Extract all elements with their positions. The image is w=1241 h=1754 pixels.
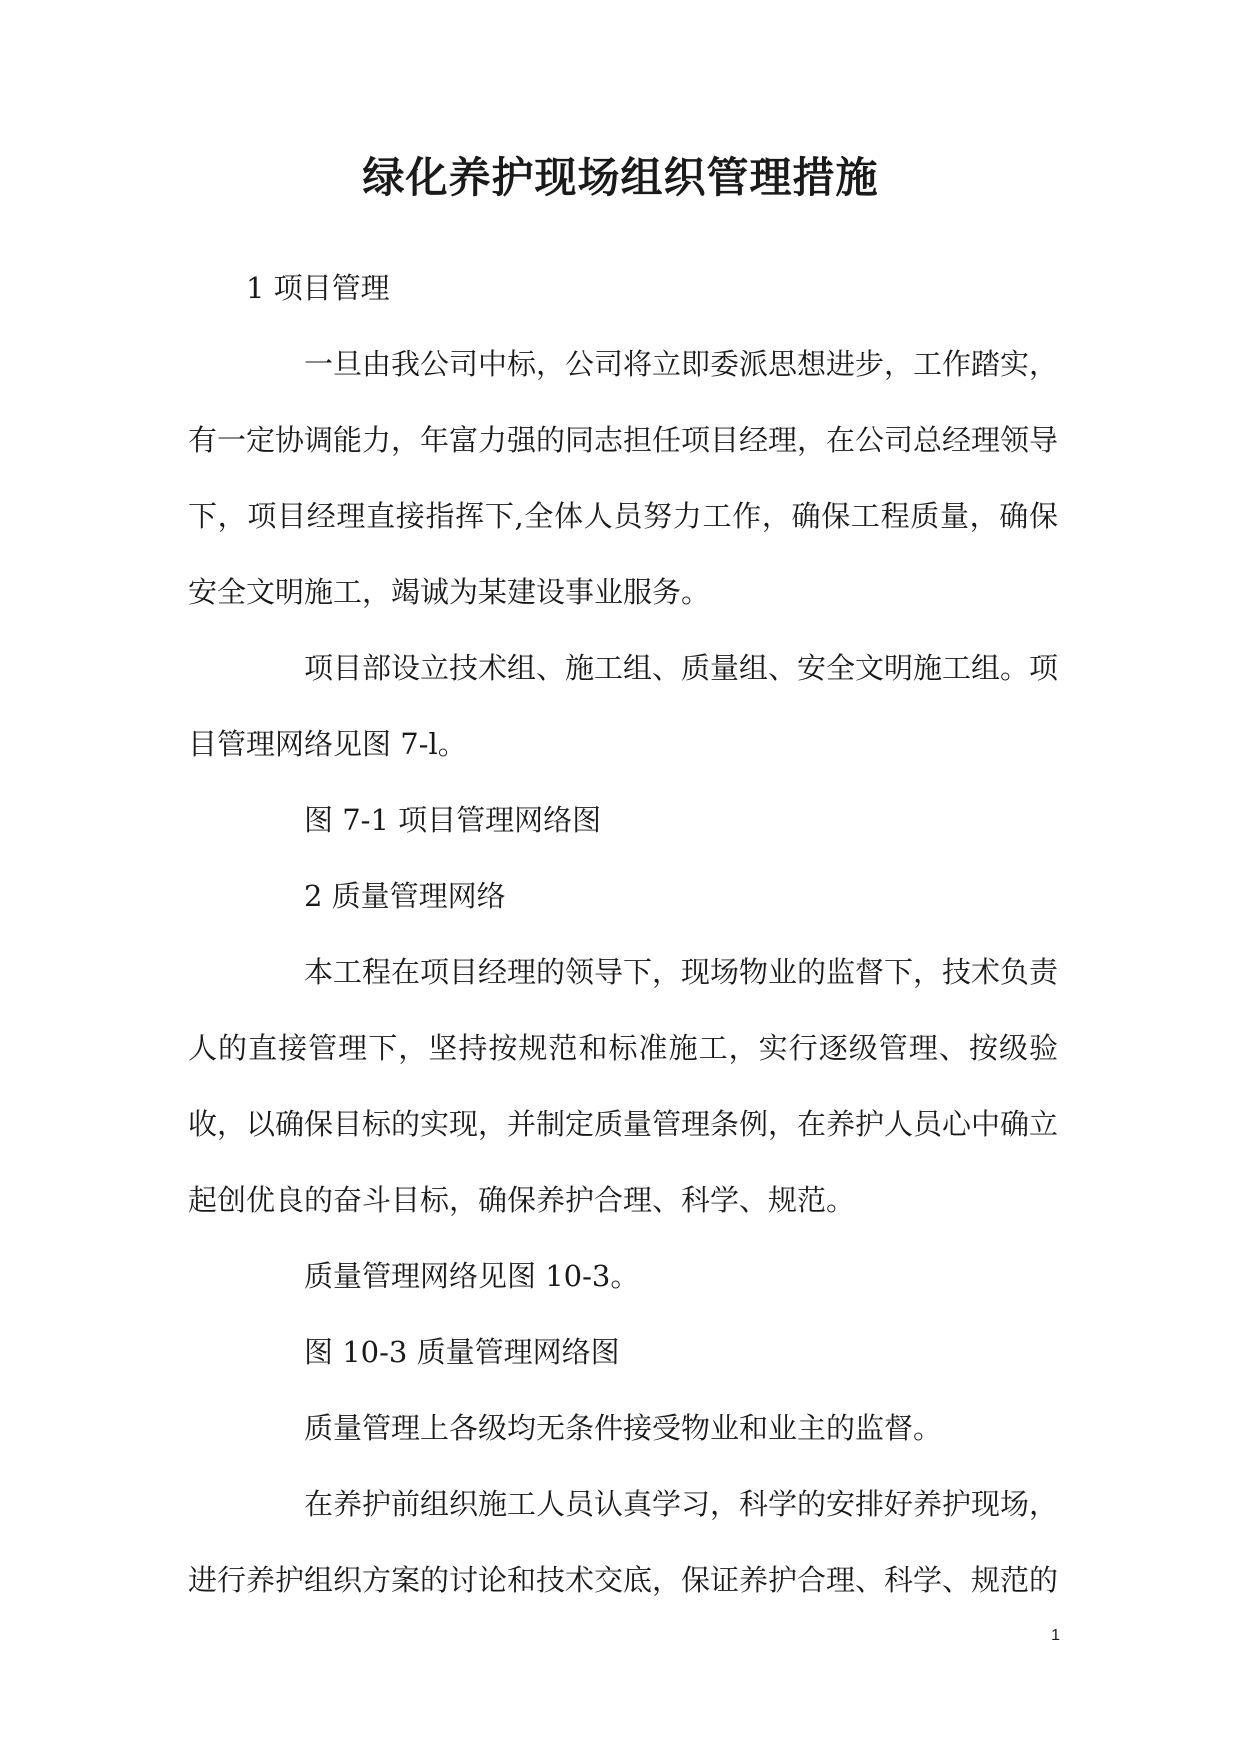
paragraph-project-groups: 项目部设立技术组、施工组、质量组、安全文明施工组。项目管理网络见图 7-l。	[188, 651, 1059, 761]
paragraph-supervision: 质量管理上各级均无条件接受物业和业主的监督。	[304, 1411, 943, 1445]
paragraph-quality-network-ref: 质量管理网络见图 10-3。	[304, 1259, 640, 1293]
page-number: 1	[1051, 1627, 1060, 1644]
section-heading-project-management: 1 项目管理	[246, 271, 390, 305]
figure-caption-7-1: 图 7-1 项目管理网络图	[304, 803, 602, 837]
document-body	[188, 250, 1058, 1618]
section-heading-quality-network: 2 质量管理网络	[304, 879, 506, 913]
paragraph-training: 在养护前组织施工人员认真学习，科学的安排好养护现场，进行养护组织方案的讨论和技术交底，保证养护合理、科学、规范的	[188, 1487, 1059, 1597]
document-title: 绿化养护现场组织管理措施	[362, 153, 879, 202]
figure-caption-10-3: 图 10-3 质量管理网络图	[304, 1335, 620, 1369]
paragraph-project-manager: 一旦由我公司中标，公司将立即委派思想进步，工作踏实，有一定协调能力，年富力强的同志担任项目经理，在公司总经理领导下，项目经理直接指挥下,全体人员努力工作，确保工程质量，确保安全文明施工，竭诚为某建设事业服务。	[188, 347, 1059, 609]
paragraph-quality-management: 本工程在项目经理的领导下，现场物业的监督下，技术负责人的直接管理下，坚持按规范和标准施工，实行逐级管理、按级验收，以确保目标的实现，并制定质量管理条例，在养护人员心中确立起创优良的奋斗目标，确保养护合理、科学、规范。	[188, 955, 1059, 1217]
